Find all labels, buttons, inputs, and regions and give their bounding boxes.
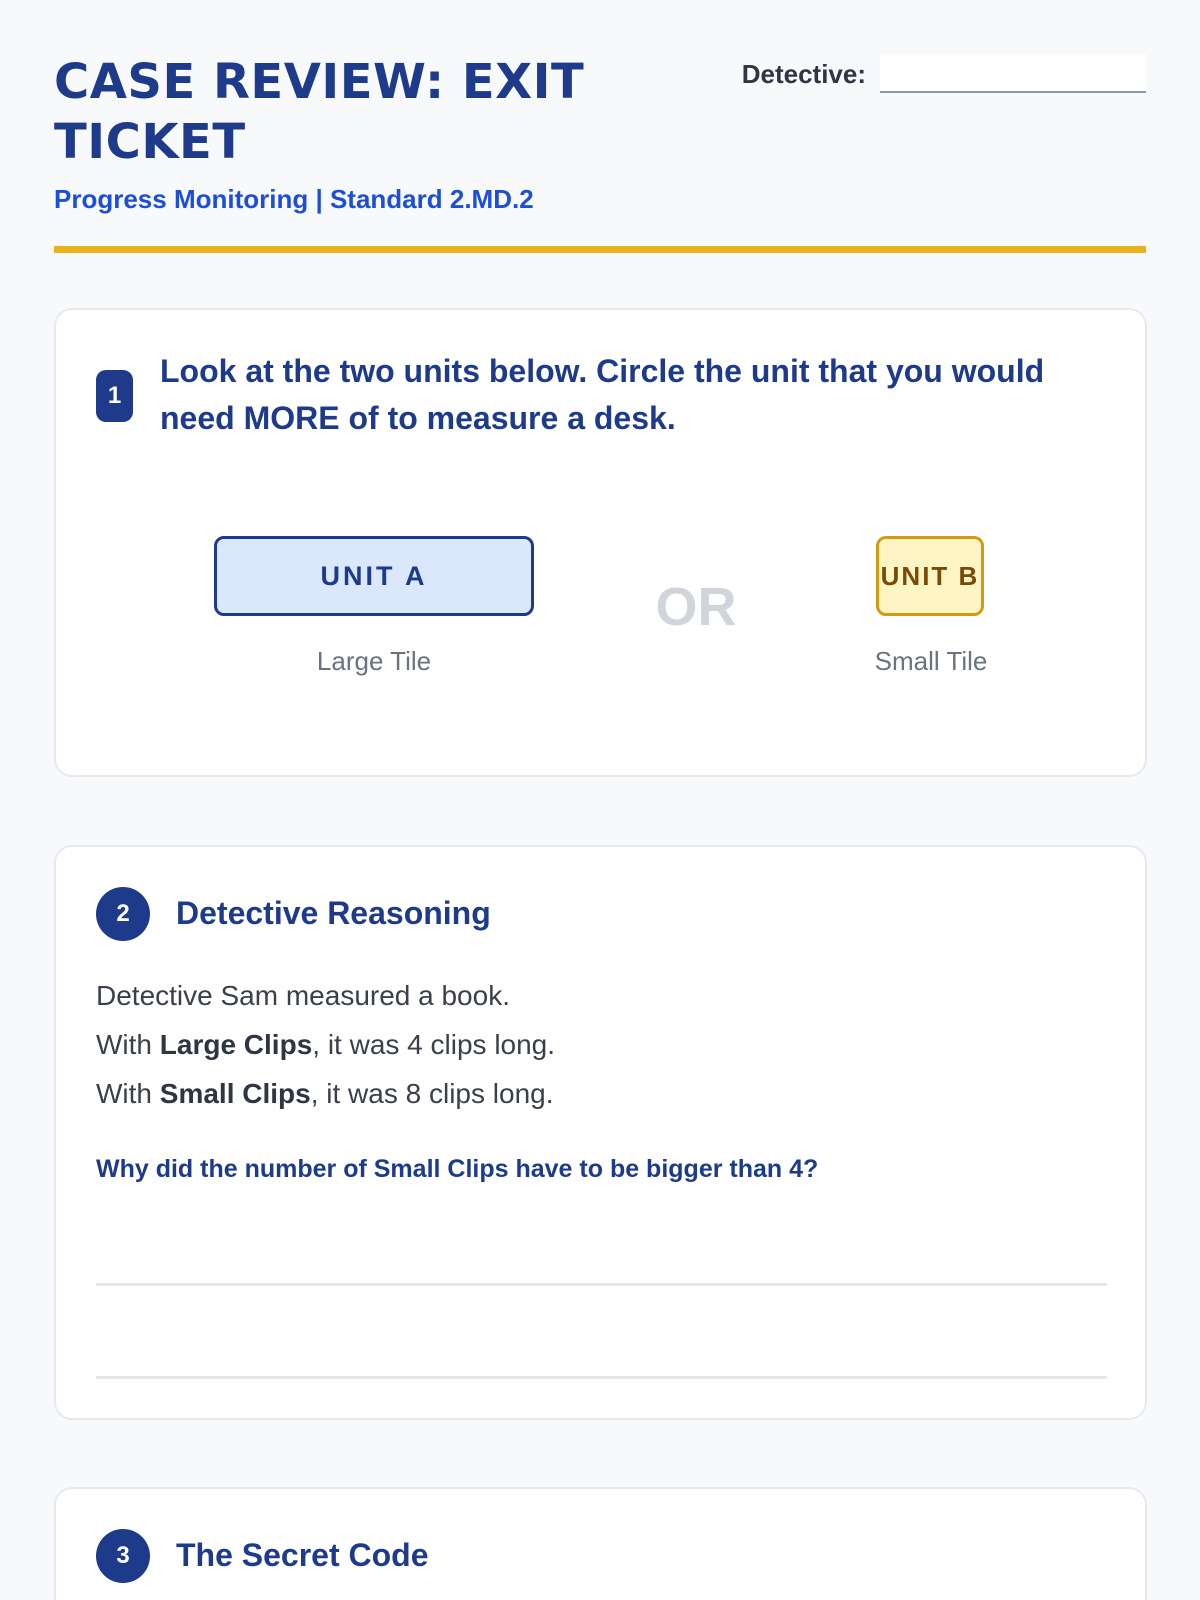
reasoning-story [96, 971, 555, 1118]
question-3-title: The Secret Code [176, 1537, 429, 1573]
story-line-3 [96, 1069, 555, 1118]
header-divider [54, 246, 1146, 253]
story-line-2-prefix: With [96, 1029, 160, 1060]
why-question: Why did the number of Small Clips have to be bigger than 4? [96, 1155, 819, 1183]
unit-b-caption: Small Tile [874, 646, 988, 676]
story-line-1: Detective Sam measured a book. [96, 980, 510, 1011]
story-line-2 [96, 1020, 555, 1069]
small-clips-term: Small Clips [159, 1078, 311, 1109]
page-subtitle: Progress Monitoring | Standard 2.MD.2 [54, 184, 534, 214]
question-3-number-badge: 3 [96, 1529, 150, 1583]
detective-label: Detective: [741, 59, 866, 89]
story-line-3-prefix: With [96, 1078, 160, 1109]
question-1-number-badge: 1 [96, 370, 133, 422]
question-1-card [54, 308, 1147, 777]
question-2-title: Detective Reasoning [176, 895, 491, 931]
or-separator: OR [655, 577, 737, 637]
header [54, 0, 1146, 254]
question-2-card [54, 845, 1147, 1420]
story-line-2-suffix: , it was 4 clips long. [312, 1029, 556, 1060]
answer-line-1[interactable] [96, 1283, 1107, 1286]
page-title: CASE REVIEW: EXIT TICKET [54, 54, 585, 170]
large-clips-term: Large Clips [159, 1029, 313, 1060]
unit-b-choice[interactable]: UNIT B [876, 536, 984, 616]
answer-line-2[interactable] [96, 1376, 1107, 1379]
detective-name-input[interactable] [880, 54, 1146, 93]
unit-a-caption: Large Tile [316, 646, 432, 676]
detective-name-field-group [742, 54, 1146, 93]
question-2-number-badge: 2 [96, 887, 150, 941]
story-line-3-suffix: , it was 8 clips long. [310, 1078, 554, 1109]
question-3-card [54, 1487, 1147, 1600]
unit-a-choice[interactable]: UNIT A [214, 536, 534, 616]
question-1-prompt: Look at the two units below. Circle the unit that you would need MORE of to measure a desk. [160, 353, 1045, 436]
